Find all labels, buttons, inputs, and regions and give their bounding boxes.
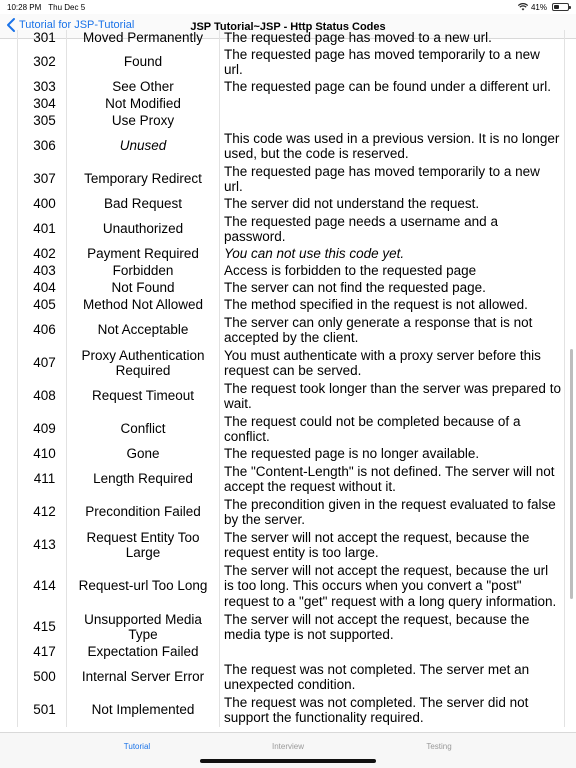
status-description: The server will not accept the request, because the url is too long. This occurs when you convert a "post" request to a "get" request with a long query information. xyxy=(220,562,565,611)
battery-level xyxy=(554,5,559,9)
status-description: You must authenticate with a proxy server before this request can be served. xyxy=(220,347,565,380)
status-code: 401 xyxy=(18,213,67,246)
status-description: Access is forbidden to the requested page xyxy=(220,263,565,280)
status-description: You can not use this code yet. xyxy=(220,246,565,263)
status-code: 404 xyxy=(18,280,67,297)
table-row xyxy=(18,30,565,46)
scrollbar[interactable] xyxy=(570,349,573,599)
table-row xyxy=(18,347,565,380)
status-description: This code was used in a previous version. It is no longer used, but the code is reserved. xyxy=(220,130,565,163)
status-name: Forbidden xyxy=(67,263,220,280)
status-description: The server will not accept the request, because the request entity is too large. xyxy=(220,529,565,562)
table-row xyxy=(18,163,565,196)
status-code: 405 xyxy=(18,297,67,314)
status-name: Proxy Authentication Required xyxy=(67,347,220,380)
status-code: 412 xyxy=(18,496,67,529)
status-description: The requested page needs a username and a password. xyxy=(220,213,565,246)
status-name: Not Modified xyxy=(67,96,220,113)
tab-bar xyxy=(0,732,576,768)
status-code: 302 xyxy=(18,46,67,79)
table-row xyxy=(18,113,565,130)
status-name: Precondition Failed xyxy=(67,496,220,529)
status-name: Payment Required xyxy=(67,246,220,263)
status-name: Request Entity Too Large xyxy=(67,529,220,562)
status-description: The requested page has moved temporarily to a new url. xyxy=(220,46,565,79)
status-left xyxy=(7,3,85,12)
status-name: Method Not Allowed xyxy=(67,297,220,314)
status-code: 501 xyxy=(18,694,67,727)
status-name: Not Implemented xyxy=(67,694,220,727)
status-description: The requested page has moved to a new url. xyxy=(220,30,565,46)
status-code: 305 xyxy=(18,113,67,130)
status-code: 413 xyxy=(18,529,67,562)
status-name: Not Acceptable xyxy=(67,314,220,347)
table-row xyxy=(18,644,565,661)
table-row xyxy=(18,611,565,644)
tab-interview[interactable]: Interview xyxy=(271,742,304,751)
status-bar xyxy=(0,0,576,14)
status-code: 407 xyxy=(18,347,67,380)
table-row xyxy=(18,46,565,79)
table-row xyxy=(18,79,565,96)
status-description xyxy=(220,113,565,130)
tab-testing[interactable]: Testing xyxy=(426,742,452,751)
status-code: 417 xyxy=(18,644,67,661)
table-row xyxy=(18,413,565,446)
status-code: 307 xyxy=(18,163,67,196)
battery-percent: 41% xyxy=(530,2,547,12)
status-description: The request was not completed. The server met an unexpected condition. xyxy=(220,661,565,694)
table-row xyxy=(18,661,565,694)
status-description: The server will not accept the request, because the media type is not supported. xyxy=(220,611,565,644)
table-row xyxy=(18,380,565,413)
back-button-label: Tutorial for JSP-Tutorial xyxy=(19,19,135,31)
status-name: Internal Server Error xyxy=(67,661,220,694)
status-code: 400 xyxy=(18,196,67,213)
status-right xyxy=(518,3,569,12)
home-indicator[interactable] xyxy=(200,759,376,763)
status-name: Length Required xyxy=(67,463,220,496)
status-code: 409 xyxy=(18,413,67,446)
page-title: JSP Tutorial~JSP - Http Status Codes xyxy=(190,21,386,33)
table-row xyxy=(18,463,565,496)
status-code: 301 xyxy=(18,30,67,46)
status-code: 304 xyxy=(18,96,67,113)
status-codes-table xyxy=(17,30,565,727)
status-code: 415 xyxy=(18,611,67,644)
table-row xyxy=(18,496,565,529)
status-code: 306 xyxy=(18,130,67,163)
table-row xyxy=(18,246,565,263)
table-row xyxy=(18,96,565,113)
status-date: Thu Dec 5 xyxy=(48,2,86,12)
battery-icon xyxy=(552,3,569,11)
status-description: The server can only generate a response that is not accepted by the client. xyxy=(220,314,565,347)
status-description xyxy=(220,96,565,113)
status-code: 414 xyxy=(18,562,67,611)
status-code: 402 xyxy=(18,246,67,263)
status-name: Request-url Too Long xyxy=(67,562,220,611)
status-name: Conflict xyxy=(67,413,220,446)
status-code: 403 xyxy=(18,263,67,280)
status-description: The requested page is no longer available. xyxy=(220,446,565,463)
status-description: The requested page has moved temporarily to a new url. xyxy=(220,163,565,196)
status-name: Use Proxy xyxy=(67,113,220,130)
status-name: Not Found xyxy=(67,280,220,297)
status-description: The server can not find the requested page. xyxy=(220,280,565,297)
status-name: Unused xyxy=(67,130,220,163)
status-code: 303 xyxy=(18,79,67,96)
status-description: The request was not completed. The server did not support the functionality required. xyxy=(220,694,565,727)
table-row xyxy=(18,130,565,163)
status-name: Expectation Failed xyxy=(67,644,220,661)
status-time: 10:28 PM xyxy=(7,2,42,12)
status-description xyxy=(220,644,565,661)
status-name: Unsupported Media Type xyxy=(67,611,220,644)
status-code: 406 xyxy=(18,314,67,347)
table-row xyxy=(18,263,565,280)
wifi-icon xyxy=(518,3,528,11)
status-description: The method specified in the request is not allowed. xyxy=(220,297,565,314)
table-row xyxy=(18,529,565,562)
status-description: The "Content-Length" is not defined. The server will not accept the request without it. xyxy=(220,463,565,496)
table-row xyxy=(18,213,565,246)
status-code: 410 xyxy=(18,446,67,463)
status-description: The server did not understand the request. xyxy=(220,196,565,213)
status-name: Temporary Redirect xyxy=(67,163,220,196)
status-codes-content[interactable] xyxy=(0,30,576,732)
status-description: The precondition given in the request evaluated to false by the server. xyxy=(220,496,565,529)
table-row xyxy=(18,694,565,727)
tab-tutorial[interactable]: Tutorial xyxy=(123,742,151,751)
table-row xyxy=(18,446,565,463)
table-row xyxy=(18,280,565,297)
status-code: 411 xyxy=(18,463,67,496)
table-row xyxy=(18,562,565,611)
status-name: Gone xyxy=(67,446,220,463)
status-description: The requested page can be found under a different url. xyxy=(220,79,565,96)
status-code: 408 xyxy=(18,380,67,413)
status-name: See Other xyxy=(67,79,220,96)
status-name: Request Timeout xyxy=(67,380,220,413)
status-name: Found xyxy=(67,46,220,79)
status-code: 500 xyxy=(18,661,67,694)
status-name: Unauthorized xyxy=(67,213,220,246)
status-name: Moved Permanently xyxy=(67,30,220,46)
table-row xyxy=(18,314,565,347)
table-row xyxy=(18,297,565,314)
status-description: The request took longer than the server was prepared to wait. xyxy=(220,380,565,413)
status-name: Bad Request xyxy=(67,196,220,213)
status-description: The request could not be completed because of a conflict. xyxy=(220,413,565,446)
table-row xyxy=(18,196,565,213)
